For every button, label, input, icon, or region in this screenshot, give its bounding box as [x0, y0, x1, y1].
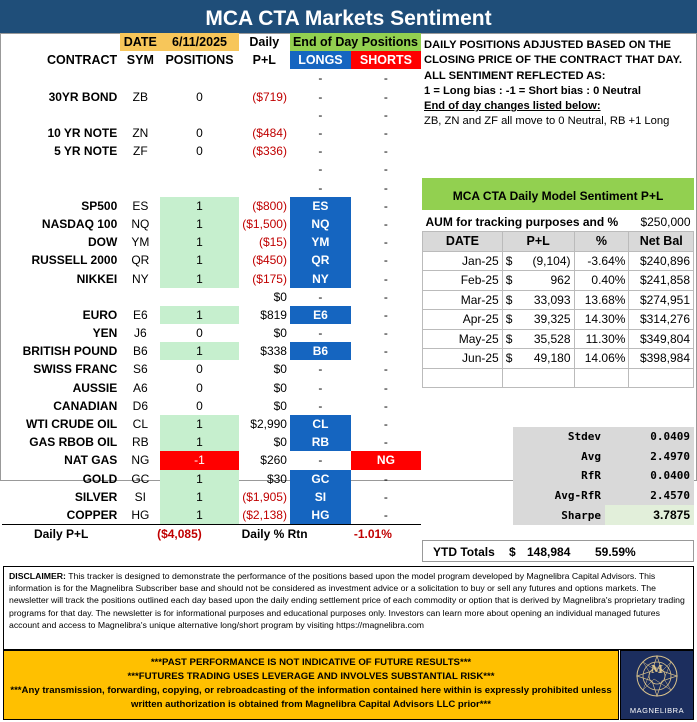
stat-row [513, 505, 694, 525]
pl-value: ($15) [258, 235, 287, 250]
col-netbal: Net Bal [629, 232, 694, 252]
symbol [120, 179, 160, 197]
long-cell: - [318, 326, 323, 341]
long-cell: ES [290, 197, 351, 215]
stat-label: Stdev [567, 430, 601, 444]
long-cell: GC [290, 470, 351, 488]
contract-name [2, 69, 120, 87]
warning-3: ***Any transmission, forwarding, copying, or rebroadcasting of the information contained here within is expressly prohibited unless written authorization is obtained from Magnelibra Capital Advisors LLC prior*** [10, 685, 612, 710]
daily-rtn-value: -1.01% [351, 524, 421, 544]
short-cell: - [383, 289, 388, 304]
model-pl-value: 39,325 [533, 312, 571, 327]
stat-label: Avg-RfR [554, 489, 601, 503]
model-dollar: $ [505, 292, 513, 307]
contract-name [2, 288, 120, 306]
model-netbal: $314,276 [629, 310, 694, 330]
short-cell: - [383, 253, 388, 268]
model-netbal: $349,804 [629, 329, 694, 349]
col-pct: % [574, 232, 629, 252]
model-netbal: $274,951 [629, 290, 694, 310]
short-cell: - [383, 71, 388, 86]
contract-name: 10 YR NOTE [47, 126, 118, 141]
model-pl-value: (9,104) [532, 253, 571, 268]
pl-value: $0 [273, 380, 287, 395]
long-cell: - [318, 144, 323, 159]
stat-value: 2.4970 [650, 449, 690, 463]
short-cell: - [383, 507, 388, 522]
pl-value: $30 [266, 471, 287, 486]
model-dollar: $ [505, 331, 513, 346]
contract-name: YEN [92, 326, 118, 341]
contract-name [2, 160, 120, 178]
page-title: MCA CTA Markets Sentiment [0, 0, 697, 33]
short-cell: - [383, 344, 388, 359]
position-row [2, 69, 421, 87]
warnings-panel [3, 650, 619, 720]
position-row [2, 88, 421, 106]
model-pl-value: 962 [550, 273, 571, 288]
position-value: -1 [160, 451, 238, 469]
model-netbal: $240,896 [629, 251, 694, 271]
model-pl [502, 329, 574, 349]
position-value: 0 [196, 89, 203, 104]
long-cell: - [318, 126, 323, 141]
model-pct: 0.40% [574, 271, 629, 291]
pl-value: ($450) [252, 253, 287, 268]
position-value: 0 [196, 380, 203, 395]
short-cell: - [383, 144, 388, 159]
long-cell: - [318, 71, 323, 86]
model-pct: -3.64% [574, 251, 629, 271]
position-row [2, 106, 421, 124]
sym-header: SYM [126, 53, 154, 68]
symbol: YM [131, 235, 150, 250]
disclaimer [3, 566, 694, 650]
symbol: J6 [134, 326, 147, 341]
symbol: GC [131, 471, 150, 486]
short-cell: - [383, 471, 388, 486]
symbol [120, 69, 160, 87]
pl-value: $0 [273, 289, 287, 304]
model-pct: 11.30% [574, 329, 629, 349]
symbol: NG [131, 453, 150, 468]
pl-value: ($719) [252, 89, 287, 104]
position-row [2, 433, 421, 451]
position-row [2, 124, 421, 142]
symbol: RB [132, 435, 149, 450]
disclaimer-label: DISCLAIMER: [9, 571, 66, 581]
logo-mark: M [650, 663, 664, 676]
model-table [422, 212, 694, 388]
short-cell: - [383, 435, 388, 450]
position-row [2, 269, 421, 287]
model-date: Feb-25 [423, 271, 503, 291]
long-cell: NQ [290, 215, 351, 233]
short-cell: NG [351, 451, 421, 469]
col-pl: P+L [502, 232, 574, 252]
symbol: B6 [133, 344, 148, 359]
position-row [2, 160, 421, 178]
long-cell: - [318, 380, 323, 395]
symbol: NY [132, 271, 149, 286]
model-row [423, 329, 694, 349]
position-row [2, 451, 421, 469]
long-cell: - [318, 89, 323, 104]
aum-label: AUM for tracking purposes and % [425, 214, 619, 229]
model-pl [502, 310, 574, 330]
eod-label: End of Day Positions [290, 33, 421, 51]
pl-value: ($1,500) [242, 216, 287, 231]
stats-table [513, 427, 694, 525]
pl-value: $0 [273, 398, 287, 413]
short-cell: - [383, 271, 388, 286]
model-date: Jun-25 [423, 349, 503, 369]
long-cell: - [318, 107, 323, 122]
notes-line-5: ZB, ZN and ZF all move to 0 Neutral, RB +1 Long [424, 115, 670, 128]
stat-label: Avg [581, 449, 601, 463]
stat-value: 2.4570 [650, 489, 690, 503]
position-row [2, 324, 421, 342]
positions-header: POSITIONS [165, 53, 234, 68]
position-value: 0 [196, 398, 203, 413]
notes-line-4: End of day changes listed below: [424, 100, 601, 113]
pl-value: $2,990 [250, 417, 287, 432]
stat-label: Sharpe [561, 508, 601, 522]
position-value [160, 179, 238, 197]
contract-name: EURO [82, 307, 118, 322]
symbol: SI [134, 489, 147, 504]
position-value: 1 [160, 433, 238, 451]
contract-name [2, 106, 120, 124]
model-netbal: $241,858 [629, 271, 694, 291]
position-row [2, 488, 421, 506]
pl-value: $819 [260, 307, 287, 322]
position-value [160, 106, 238, 124]
model-row [423, 251, 694, 271]
position-row [2, 379, 421, 397]
contract-name: GAS RBOB OIL [29, 435, 118, 450]
position-row [2, 360, 421, 378]
ytd-label: YTD Totals [433, 545, 495, 559]
stat-row [513, 486, 694, 506]
model-date: Apr-25 [423, 310, 503, 330]
daily-label: Daily [249, 35, 280, 50]
position-value: 1 [160, 506, 238, 524]
symbol: QR [131, 253, 150, 268]
position-value: 0 [196, 126, 203, 141]
position-row [2, 288, 421, 306]
short-cell: - [383, 216, 388, 231]
short-cell: - [383, 417, 388, 432]
contract-name: DOW [87, 235, 118, 250]
position-value: 1 [160, 197, 238, 215]
contract-name: NIKKEI [76, 271, 118, 286]
pl-value: ($2,138) [242, 507, 287, 522]
ytd-pct: 59.59% [595, 545, 636, 559]
position-value: 1 [160, 488, 238, 506]
model-dollar: $ [505, 351, 513, 366]
short-cell: - [383, 362, 388, 377]
position-row [2, 251, 421, 269]
stat-label: RfR [581, 469, 601, 483]
long-cell: HG [290, 506, 351, 524]
position-value: 1 [160, 215, 238, 233]
long-cell: QR [290, 251, 351, 269]
notes-line-1: DAILY POSITIONS ADJUSTED BASED ON THE CLOSING PRICE OF THE CONTRACT THAT DAY. [424, 39, 682, 67]
contract-name: 30YR BOND [48, 89, 118, 104]
position-row [2, 215, 421, 233]
logo-text: MAGNELIBRA [629, 706, 685, 715]
position-value: 0 [196, 144, 203, 159]
short-cell: - [383, 307, 388, 322]
model-date: Jan-25 [423, 251, 503, 271]
model-pl-value: 33,093 [533, 292, 571, 307]
model-netbal: $398,984 [629, 349, 694, 369]
short-cell: - [383, 235, 388, 250]
daily-rtn-label: Daily % Rtn [239, 524, 351, 544]
pl-value: $338 [260, 344, 287, 359]
position-value: 1 [160, 342, 238, 360]
short-cell: - [383, 398, 388, 413]
model-pct: 14.30% [574, 310, 629, 330]
long-cell: SI [290, 488, 351, 506]
long-cell: RB [290, 433, 351, 451]
long-cell: - [318, 180, 323, 195]
contract-name: 5 YR NOTE [54, 144, 118, 159]
long-cell: - [318, 398, 323, 413]
col-date: DATE [423, 232, 503, 252]
daily-pl-value: ($4,085) [120, 524, 238, 544]
symbol: E6 [133, 307, 148, 322]
stat-value: 0.0409 [650, 430, 690, 444]
symbol: HG [131, 507, 150, 522]
symbol [120, 288, 160, 306]
model-dollar: $ [505, 273, 513, 288]
contract-name: AUSSIE [72, 380, 118, 395]
symbol: ZB [132, 89, 149, 104]
model-pl [502, 349, 574, 369]
warning-1: ***PAST PERFORMANCE IS NOT INDICATIVE OF FUTURE RESULTS*** [150, 657, 472, 668]
position-value: 1 [160, 306, 238, 324]
model-title: MCA CTA Daily Model Sentiment P+L [422, 178, 694, 210]
contract-name: CANADIAN [53, 398, 118, 413]
stat-value: 3.7875 [605, 505, 694, 525]
contract-name: COPPER [66, 507, 118, 522]
ytd-dollar: $ [509, 545, 516, 559]
symbol: D6 [132, 398, 149, 413]
model-pl-value: 35,528 [533, 331, 571, 346]
position-row [2, 306, 421, 324]
warning-2: ***FUTURES TRADING USES LEVERAGE AND INVOLVES SUBSTANTIAL RISK*** [127, 671, 495, 682]
pl-value [239, 179, 290, 197]
short-cell: - [383, 489, 388, 504]
positions-table [2, 33, 421, 544]
position-row [2, 470, 421, 488]
position-value: 1 [160, 233, 238, 251]
symbol: CL [132, 417, 149, 432]
model-row [423, 310, 694, 330]
contract-name: NASDAQ 100 [41, 216, 118, 231]
position-row [2, 506, 421, 524]
pl-value: ($175) [252, 271, 287, 286]
model-pct: 14.06% [574, 349, 629, 369]
symbol [120, 160, 160, 178]
model-date: May-25 [423, 329, 503, 349]
notes-line-3: 1 = Long bias : -1 = Short bias : 0 Neutral [424, 84, 641, 97]
pl-value: ($1,905) [242, 489, 287, 504]
position-row [2, 342, 421, 360]
position-value: 0 [196, 362, 203, 377]
pl-value: ($484) [252, 126, 287, 141]
pl-value: $0 [273, 326, 287, 341]
shorts-header: SHORTS [351, 51, 421, 69]
contract-name: SP500 [81, 198, 118, 213]
magnelibra-logo [620, 650, 694, 720]
contract-header: CONTRACT [47, 53, 118, 68]
contract-name [2, 179, 120, 197]
position-row [2, 415, 421, 433]
pl-value: $0 [273, 362, 287, 377]
disclaimer-text: This tracker is designed to demonstrate the performance of the positions based upon the model program developed by Magnelibra Capital Advisors. This information is for the Magnelibra Subscriber base and should not be considered as investment advice or a solicitation to buy or sell any futures and options markets. The newsletter will track the positions outlined each day based upon the daily ending settlement price of each commodity or option that is derived by Magnelibra's proprietary trading programs for that day. The newsletter is for informational purposes and educational purposes only. Investors can learn more about opening an individual managed futures account and access to Magnelibra's unique alternative long/short program by visiting https://magnelibra.com [9, 571, 685, 630]
model-row [423, 349, 694, 369]
symbol: NQ [131, 216, 150, 231]
symbol: A6 [133, 380, 148, 395]
short-cell: - [383, 107, 388, 122]
position-value: 1 [160, 269, 238, 287]
ytd-row [422, 540, 694, 562]
position-value: 0 [196, 326, 203, 341]
contract-name: RUSSELL 2000 [31, 253, 118, 268]
position-row [2, 233, 421, 251]
position-value: 1 [160, 251, 238, 269]
stat-value: 0.0400 [650, 469, 690, 483]
notes-panel [424, 38, 692, 130]
long-cell: - [318, 362, 323, 377]
stat-row [513, 427, 694, 447]
short-cell: - [383, 198, 388, 213]
stat-row [513, 447, 694, 467]
position-value [160, 69, 238, 87]
contract-name: WTI CRUDE OIL [25, 417, 118, 432]
long-cell: E6 [290, 306, 351, 324]
stat-row [513, 466, 694, 486]
contract-name: SWISS FRANC [33, 362, 118, 377]
position-row [2, 397, 421, 415]
symbol: ZN [132, 126, 149, 141]
date-value: 6/11/2025 [160, 33, 238, 51]
long-cell: NY [290, 269, 351, 287]
long-cell: - [318, 289, 323, 304]
model-pl [502, 290, 574, 310]
short-cell: - [383, 126, 388, 141]
short-cell: - [383, 162, 388, 177]
contract-name: BRITISH POUND [22, 344, 118, 359]
position-value [160, 160, 238, 178]
position-value: 1 [160, 415, 238, 433]
pl-header: P+L [252, 53, 276, 68]
pl-value: $0 [273, 435, 287, 450]
model-row [423, 271, 694, 291]
position-value: 1 [160, 470, 238, 488]
long-cell: CL [290, 415, 351, 433]
notes-line-2: ALL SENTIMENT REFLECTED AS: [424, 69, 606, 82]
long-cell: - [318, 453, 323, 468]
model-dollar: $ [505, 312, 513, 327]
short-cell: - [383, 89, 388, 104]
symbol: ZF [133, 144, 148, 159]
position-row [2, 142, 421, 160]
pl-value: ($336) [252, 144, 287, 159]
daily-pl-label: Daily P+L [2, 524, 120, 544]
model-dollar: $ [505, 253, 513, 268]
date-label: DATE [120, 33, 160, 51]
aum-value: $250,000 [640, 214, 691, 229]
pl-value [239, 69, 290, 87]
position-row [2, 179, 421, 197]
contract-name: SILVER [74, 489, 118, 504]
short-cell: - [383, 326, 388, 341]
pl-value: $260 [260, 453, 287, 468]
model-pl [502, 271, 574, 291]
symbol: S6 [133, 362, 148, 377]
model-pl [502, 251, 574, 271]
contract-name: GOLD [82, 471, 118, 486]
pl-value [239, 106, 290, 124]
position-row [2, 197, 421, 215]
ytd-value: 148,984 [527, 545, 571, 559]
longs-header: LONGS [290, 51, 351, 69]
symbol: ES [132, 198, 149, 213]
short-cell: - [383, 180, 388, 195]
model-row [423, 290, 694, 310]
model-pl-value: 49,180 [533, 351, 571, 366]
model-date: Mar-25 [423, 290, 503, 310]
model-pct: 13.68% [574, 290, 629, 310]
long-cell: - [318, 162, 323, 177]
position-value [160, 288, 238, 306]
pl-value [239, 160, 290, 178]
long-cell: B6 [290, 342, 351, 360]
contract-name: NAT GAS [64, 453, 118, 468]
long-cell: YM [290, 233, 351, 251]
pl-value: ($800) [252, 198, 287, 213]
symbol [120, 106, 160, 124]
short-cell: - [383, 380, 388, 395]
